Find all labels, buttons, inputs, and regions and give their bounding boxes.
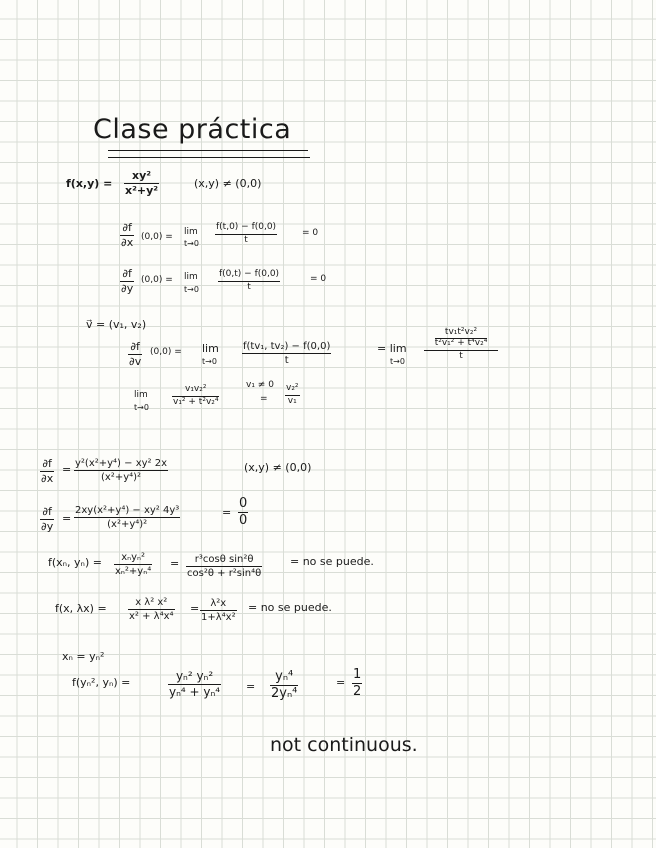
- nonzero-condition: v₁ ≠ 0: [246, 380, 274, 390]
- directional-point: (0,0) =: [150, 347, 182, 357]
- sequence-fraction-3: [168, 670, 221, 699]
- quotient-numerator: f(tv₁, tv₂) − f(0,0): [243, 341, 331, 352]
- partial-numerator: ∂f: [122, 267, 132, 280]
- partial-x-general-symbol: [40, 458, 54, 485]
- limit-label: lim: [134, 390, 148, 400]
- partial-y-expression: [74, 505, 180, 530]
- lambda-numerator: λ²x: [210, 598, 227, 609]
- partial-x-result: = 0: [302, 228, 319, 238]
- partial-y-point: (0,0) =: [141, 275, 173, 285]
- partial-denominator: ∂x: [121, 236, 134, 250]
- half-denominator: 2: [353, 684, 362, 700]
- limit-subscript: t→0: [202, 357, 217, 366]
- partial-x-expression: [74, 458, 168, 483]
- sequence-denominator: yₙ⁴ + yₙ⁴: [169, 685, 221, 700]
- nested-denominator: t: [459, 350, 463, 361]
- partial-denominator: ∂v: [129, 355, 142, 369]
- function-denominator: x²+y²: [125, 184, 159, 198]
- partial-x-symbol: [120, 222, 134, 249]
- simplified-fraction: [270, 670, 298, 702]
- equals-sign: =: [190, 602, 200, 615]
- sequence-fraction-1: [114, 552, 152, 577]
- function-fraction: [124, 170, 159, 197]
- partial-x-quotient: [215, 223, 277, 246]
- equals-sign: =: [62, 512, 72, 525]
- equals-sign: =: [222, 506, 232, 519]
- equals-sign: =: [246, 680, 256, 693]
- indeterminate-denominator: 0: [239, 513, 248, 529]
- function-condition: (x,y) ≠ (0,0): [194, 177, 262, 190]
- fraction-bar: [242, 353, 331, 354]
- expression-denominator: (x²+y⁴)²: [107, 519, 148, 530]
- function-numerator: xy²: [132, 169, 152, 182]
- sequence-lhs-3: f(yₙ², yₙ) =: [72, 676, 131, 689]
- title-underline-1: [108, 150, 308, 151]
- note-no-se-puede-2: = no se puede.: [248, 601, 332, 614]
- fraction-bar: [74, 517, 180, 518]
- fraction-bar: [114, 564, 152, 565]
- sequence-lhs-1: f(xₙ, yₙ) =: [48, 556, 102, 569]
- limit-label: lim: [184, 272, 198, 282]
- nested-numerator-bottom: t²v₁² + t⁴v₂⁴: [434, 337, 488, 348]
- note-no-se-puede-1: = no se puede.: [290, 555, 374, 568]
- indeterminate-form: [238, 497, 248, 529]
- partial-y-general-symbol: [40, 506, 54, 533]
- partial-denominator: ∂x: [41, 472, 54, 486]
- nested-numerator: [434, 328, 489, 349]
- expression-numerator: 2xy(x²+y⁴) − xy² 4y³: [75, 505, 180, 516]
- equals-sign: =: [336, 676, 346, 689]
- fraction-bar: [200, 610, 237, 611]
- directional-nested-fraction: [424, 328, 498, 362]
- half-numerator: 1: [353, 667, 362, 682]
- expression-denominator: (x²+y⁴)²: [100, 472, 142, 483]
- title-underline-2: [108, 157, 310, 158]
- quotient-numerator: v₁v₂²: [185, 384, 207, 394]
- sequence-numerator: x λ² x²: [135, 597, 168, 608]
- sequence-lhs-2: f(x, λx) =: [55, 602, 107, 615]
- partial-x-point: (0,0) =: [141, 232, 173, 242]
- partial-denominator: ∂y: [41, 520, 54, 534]
- sequence-numerator: xₙyₙ²: [121, 552, 146, 563]
- polar-numerator: r³cosθ sin²θ: [194, 554, 254, 565]
- function-lhs: f(x,y) =: [66, 177, 113, 190]
- result-quotient: [285, 384, 300, 407]
- sequence-denominator: x² + λ⁴x⁴: [129, 611, 174, 622]
- directional-symbol: [128, 341, 142, 368]
- directional-quotient: [242, 341, 331, 366]
- fraction-bar: [128, 609, 175, 610]
- expression-numerator: y²(x²+y⁴) − xy² 2x: [75, 458, 168, 469]
- conclusion: not continuous.: [270, 734, 418, 756]
- sequence-denominator: xₙ²+yₙ⁴: [115, 566, 152, 577]
- result-denominator: v₁: [287, 395, 297, 406]
- quotient-denominator: t: [284, 355, 289, 366]
- quotient-numerator: f(0,t) − f(0,0): [219, 269, 280, 279]
- quotient-denominator: t: [247, 281, 251, 292]
- equals-sign: =: [62, 463, 72, 476]
- result-numerator: v₂²: [286, 383, 299, 393]
- direction-vector: v⃗ = (v₁, v₂): [86, 318, 147, 331]
- partial-numerator: ∂f: [42, 457, 52, 470]
- limit-label: lim: [184, 227, 198, 237]
- polar-denominator: cos²θ + r²sin⁴θ: [187, 568, 262, 579]
- simplified-numerator: yₙ⁴: [275, 669, 294, 684]
- limit-subscript: t→0: [184, 285, 199, 294]
- quotient-denominator: v₁² + t²v₂⁴: [173, 396, 219, 407]
- lambda-denominator: 1+λ⁴x²: [201, 612, 236, 623]
- equals-sign: =: [170, 557, 180, 570]
- partial-denominator: ∂y: [121, 282, 134, 296]
- partial-y-symbol: [120, 268, 134, 295]
- indeterminate-numerator: 0: [239, 496, 248, 511]
- polar-fraction: [186, 554, 262, 579]
- sequence-fraction-2: [128, 597, 175, 622]
- lambda-fraction: [200, 598, 237, 623]
- partial-numerator: ∂f: [130, 340, 140, 353]
- substitution: xₙ = yₙ²: [62, 650, 105, 663]
- nested-numerator-top: tv₁t²v₂²: [444, 327, 478, 337]
- partial-numerator: ∂f: [122, 221, 132, 234]
- page-title: Clase práctica: [93, 114, 292, 145]
- partial-numerator: ∂f: [42, 505, 52, 518]
- quotient-numerator: f(t,0) − f(0,0): [216, 222, 277, 232]
- quotient-denominator: t: [244, 234, 248, 245]
- limit-subscript: t→0: [390, 357, 405, 366]
- one-half: [352, 668, 362, 700]
- fraction-bar: [74, 470, 168, 471]
- simplified-denominator: 2yₙ⁴: [271, 686, 298, 702]
- limit-label: lim: [202, 342, 219, 355]
- limit-subscript: t→0: [184, 239, 199, 248]
- limit-subscript: t→0: [134, 403, 149, 412]
- partial-y-result: = 0: [310, 274, 327, 284]
- simplified-quotient: [172, 385, 219, 408]
- equals-sign: =: [260, 394, 268, 404]
- fraction-bar: [186, 566, 262, 567]
- equals-limit: = lim: [377, 342, 407, 355]
- partial-y-quotient: [218, 270, 280, 293]
- partial-x-condition: (x,y) ≠ (0,0): [244, 461, 312, 474]
- sequence-numerator: yₙ² yₙ²: [175, 669, 214, 683]
